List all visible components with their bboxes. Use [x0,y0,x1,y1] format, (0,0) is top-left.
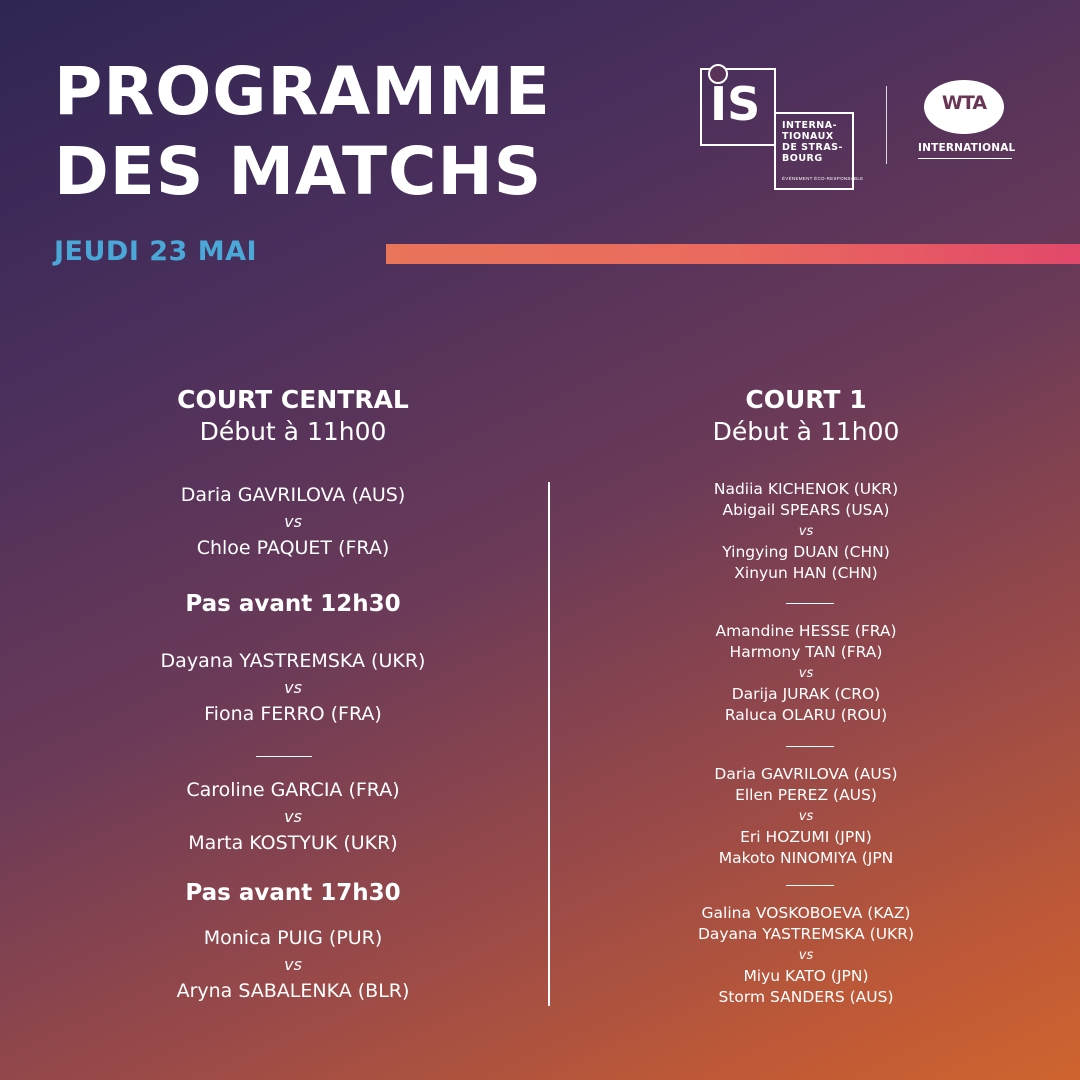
player: Storm SANDERS (AUS) [718,988,894,1006]
central-section-12h30: Pas avant 12h30 [185,591,401,617]
match-separator [256,756,312,757]
logo-letters: IS [710,77,761,131]
court-central-start: Début à 11h00 [199,417,387,446]
date-label: JEUDI 23 MAI [54,236,258,267]
player: Galina VOSKOBOEVA (KAZ) [701,904,911,922]
court-1-start: Début à 11h00 [712,417,900,446]
player: Fiona FERRO (FRA) [204,703,382,725]
player: Daria GAVRILOVA (AUS) [714,765,898,783]
accent-bar [386,244,1080,264]
court-central-name: COURT CENTRAL [177,385,409,414]
vs-label: vs [284,806,302,826]
wta-category: INTERNATIONAL [918,142,1016,154]
player: Dayana YASTREMSKA (UKR) [160,650,426,672]
player: Makoto NINOMIYA (JPN [718,849,894,867]
player: Raluca OLARU (ROU) [724,706,888,724]
player: Amandine HESSE (FRA) [715,622,897,640]
central-match-4 [98,925,488,1005]
match-separator [786,746,834,747]
central-match-2 [98,648,488,728]
player: Daria GAVRILOVA (AUS) [180,484,406,506]
player: Xinyun HAN (CHN) [734,564,878,582]
vs-label: vs [798,524,814,539]
vs-label: vs [798,809,814,824]
wta-underline [918,158,1012,159]
internationaux-strasbourg-logo [700,68,864,192]
player: Eri HOZUMI (JPN) [740,828,872,846]
match-separator [786,885,834,886]
player: Monica PUIG (PUR) [203,927,383,949]
player: Nadiia KICHENOK (UKR) [713,480,899,498]
player: Abigail SPEARS (USA) [722,501,890,519]
player: Marta KOSTYUK (UKR) [188,832,398,854]
court-1-header [620,384,992,448]
vs-label: vs [284,954,302,974]
court-1-name: COURT 1 [745,385,867,414]
player: Miyu KATO (JPN) [743,967,869,985]
column-divider [548,482,550,1006]
court1-match-2 [620,621,992,726]
player: Chloe PAQUET (FRA) [196,537,390,559]
logo-divider [886,86,887,164]
logo-tagline: ÉVÉNEMENT ÉCO-RESPONSABLE [782,176,864,181]
vs-label: vs [798,666,814,681]
vs-label: vs [798,948,814,963]
vs-label: vs [284,511,302,531]
court1-match-4 [620,903,992,1008]
match-separator [786,603,834,604]
wta-logo [918,80,1016,160]
player: Harmony TAN (FRA) [729,643,883,661]
player: Aryna SABALENKA (BLR) [176,980,410,1002]
player: Yingying DUAN (CHN) [722,543,890,561]
title-line-1: PROGRAMME [54,53,551,130]
player: Ellen PEREZ (AUS) [735,786,877,804]
central-section-17h30: Pas avant 17h30 [185,880,401,906]
player: Darija JURAK (CRO) [731,685,881,703]
wta-wordmark: WTA [941,92,987,114]
court-central-header [98,384,488,448]
central-match-3 [98,777,488,857]
central-match-1 [98,482,488,562]
logo-tournament-name: INTERNA- TIONAUX DE STRAS- BOURG [782,120,843,164]
court1-match-1 [620,479,992,584]
player: Dayana YASTREMSKA (UKR) [697,925,915,943]
page-title [54,52,551,212]
player: Caroline GARCIA (FRA) [186,779,400,801]
vs-label: vs [284,677,302,697]
title-line-2: DES MATCHS [54,133,543,210]
court1-match-3 [620,764,992,869]
